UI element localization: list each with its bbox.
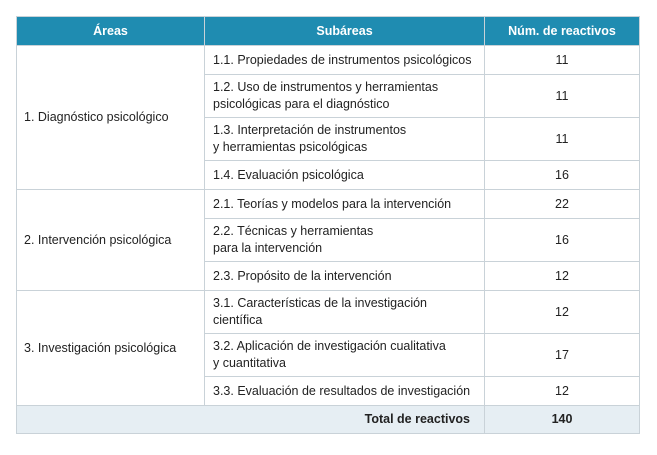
table-row — [17, 46, 640, 75]
count-cell: 16 — [485, 161, 640, 190]
subarea-line: 1.1. Propiedades de instrumentos psicológicos — [213, 52, 472, 67]
subarea-line: y herramientas psicológicas — [213, 140, 368, 154]
count-cell: 16 — [485, 219, 640, 262]
subarea-line: 2.1. Teorías y modelos para la intervención — [213, 196, 452, 211]
table-container — [16, 16, 639, 434]
subarea-cell — [205, 161, 485, 190]
count-cell: 17 — [485, 334, 640, 377]
count-cell: 12 — [485, 377, 640, 406]
subarea-cell — [205, 377, 485, 406]
subarea-line: para la intervención — [213, 241, 323, 255]
area-cell: 1. Diagnóstico psicológico — [17, 46, 205, 190]
count-cell: 11 — [485, 46, 640, 75]
area-cell: 2. Intervención psicológica — [17, 190, 205, 291]
subarea-cell — [205, 118, 485, 161]
subarea-line: 1.3. Interpretación de instrumentos — [213, 123, 407, 137]
reactivos-table — [16, 16, 640, 434]
area-cell: 3. Investigación psicológica — [17, 291, 205, 406]
subarea-cell — [205, 219, 485, 262]
header-count: Núm. de reactivos — [485, 17, 640, 46]
total-label: Total de reactivos — [17, 406, 485, 434]
subarea-line: psicológicas para el diagnóstico — [213, 97, 390, 111]
subarea-line: científica — [213, 313, 263, 327]
count-cell: 11 — [485, 118, 640, 161]
total-value: 140 — [485, 406, 640, 434]
header-areas: Áreas — [17, 17, 205, 46]
subarea-line: 3.3. Evaluación de resultados de investigación — [213, 383, 471, 398]
subarea-cell — [205, 75, 485, 118]
subarea-cell — [205, 262, 485, 291]
subarea-cell — [205, 334, 485, 377]
table-body — [17, 46, 640, 434]
subarea-line: 2.3. Propósito de la intervención — [213, 268, 392, 283]
count-cell: 12 — [485, 262, 640, 291]
count-cell: 11 — [485, 75, 640, 118]
header-subareas: Subáreas — [205, 17, 485, 46]
subarea-cell — [205, 190, 485, 219]
count-cell: 12 — [485, 291, 640, 334]
subarea-line: 1.2. Uso de instrumentos y herramientas — [213, 80, 439, 94]
subarea-cell — [205, 291, 485, 334]
subarea-line: y cuantitativa — [213, 356, 286, 370]
subarea-line: 1.4. Evaluación psicológica — [213, 167, 364, 182]
subarea-line: 3.1. Características de la investigación — [213, 296, 427, 310]
table-row — [17, 190, 640, 219]
subarea-cell — [205, 46, 485, 75]
table-row — [17, 291, 640, 334]
subarea-line: 3.2. Aplicación de investigación cualitativa — [213, 339, 446, 353]
table-header-row — [17, 17, 640, 46]
count-cell: 22 — [485, 190, 640, 219]
total-row — [17, 406, 640, 434]
subarea-line: 2.2. Técnicas y herramientas — [213, 224, 374, 238]
